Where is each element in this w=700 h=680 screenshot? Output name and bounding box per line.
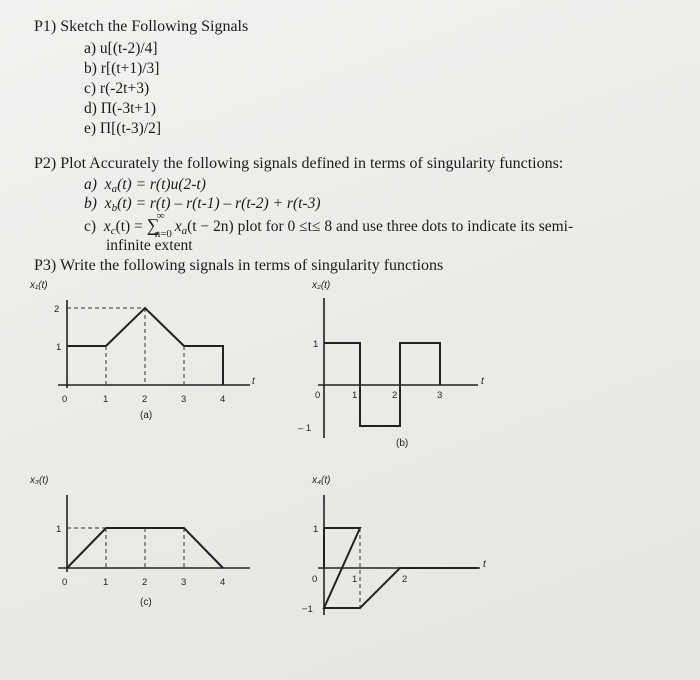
figure-a-caption: (a)	[140, 410, 153, 421]
figure-a-xtick-1: 1	[103, 394, 109, 405]
p2-item-c-rest: plot for 0 ≤t≤ 8 and use three dots to indicate its semi-	[233, 218, 574, 235]
figure-a-fn-label: x₁(t)	[30, 280, 48, 291]
p3-title: P3) Write the following signals in terms of singularity functions	[34, 257, 444, 274]
figure-b-xtick-3: 3	[437, 390, 443, 401]
figure-b-ytick-1: 1	[313, 339, 319, 350]
figure-b-ytick-neg1: – 1	[298, 423, 312, 434]
figure-a-ytick-1: 1	[56, 342, 62, 353]
p2-item-c-term-sub: a	[181, 225, 188, 237]
figure-a-xtick-2: 2	[142, 394, 148, 405]
figure-a-ytick-2: 2	[54, 304, 60, 315]
p2-item-b-expr: (t) = r(t) – r(t-1) – r(t-2) + r(t-3)	[117, 195, 321, 212]
p2-item-a-label: a)	[84, 176, 97, 193]
figure-b-xtick-0: 0	[315, 390, 321, 401]
p2-item-c-term-name: x	[174, 218, 182, 235]
figure-a-axis-t: t	[252, 376, 255, 387]
p2-item-c-term-arg: (t − 2n)	[187, 218, 234, 235]
p2-item-c-cont: infinite extent	[106, 237, 193, 254]
figure-c-caption: (c)	[140, 597, 152, 608]
p2-item-b-label: b)	[84, 195, 97, 212]
figure-b-xtick-2: 2	[392, 390, 398, 401]
summation-upper: ∞	[156, 210, 165, 222]
p2-item-a-sub: a	[111, 183, 118, 195]
figure-c-xtick-2: 2	[142, 577, 148, 588]
p1-item-c-label: c)	[84, 80, 97, 97]
p1-item-d-text: Π(-3t+1)	[100, 100, 157, 117]
summation-lower: n=0	[154, 228, 172, 240]
figure-a-xtick-4: 4	[220, 394, 226, 405]
figure-c-xtick-4: 4	[220, 577, 226, 588]
figure-d-axis-t: t	[483, 559, 486, 570]
p1-item-a-label: a)	[84, 40, 97, 57]
p2-item-b-name: x	[104, 195, 112, 212]
figure-b-fn-label: x₂(t)	[312, 280, 331, 291]
figure-d-ytick-1: 1	[313, 524, 319, 535]
figure-a-xtick-0: 0	[62, 394, 68, 405]
figure-d-xtick-0: 0	[312, 574, 318, 585]
p2-item-c-lhs: (t) =	[115, 218, 147, 235]
figure-c-xtick-3: 3	[181, 577, 187, 588]
figure-c-xtick-0: 0	[62, 577, 68, 588]
figure-c-xtick-1: 1	[103, 577, 109, 588]
p2-item-b-sub: b	[111, 202, 118, 214]
p1-title: P1) Sketch the Following Signals	[34, 18, 249, 35]
p1-item-e-text: Π[(t-3)/2]	[99, 120, 162, 137]
figure-d-xtick-2: 2	[402, 574, 408, 585]
p1-item-b-text: r[(t+1)/3]	[100, 60, 160, 77]
p1-item-b-label: b)	[84, 60, 97, 77]
figure-d-xtick-1: 1	[352, 574, 358, 585]
figure-b-axis-t: t	[481, 376, 484, 387]
p1-item-e-label: e)	[84, 120, 97, 137]
figure-c-fn-label: x₃(t)	[30, 475, 49, 486]
figure-b-xtick-1: 1	[352, 390, 358, 401]
p2-item-a-name: x	[104, 176, 112, 193]
p2-title: P2) Plot Accurately the following signals defined in terms of singularity functions:	[34, 155, 564, 172]
p1-item-d-label: d)	[84, 100, 97, 117]
p2-item-c-name: x	[103, 218, 111, 235]
p2-item-c-label: c)	[84, 218, 97, 235]
p1-item-a-text: u[(t-2)/4]	[99, 40, 158, 57]
figure-d-fn-label: x₄(t)	[312, 475, 331, 486]
p1-item-c-text: r(-2t+3)	[99, 80, 150, 97]
p2-item-a-expr: (t) = r(t)u(2-t)	[117, 176, 206, 193]
figure-b-caption: (b)	[396, 438, 409, 449]
figure-d-ytick-neg1: −1	[302, 604, 313, 615]
p2-item-c-sub: c	[110, 225, 116, 237]
figure-c-ytick-1: 1	[56, 524, 62, 535]
figure-a-xtick-3: 3	[181, 394, 187, 405]
summation-sign: ∑	[146, 215, 160, 235]
